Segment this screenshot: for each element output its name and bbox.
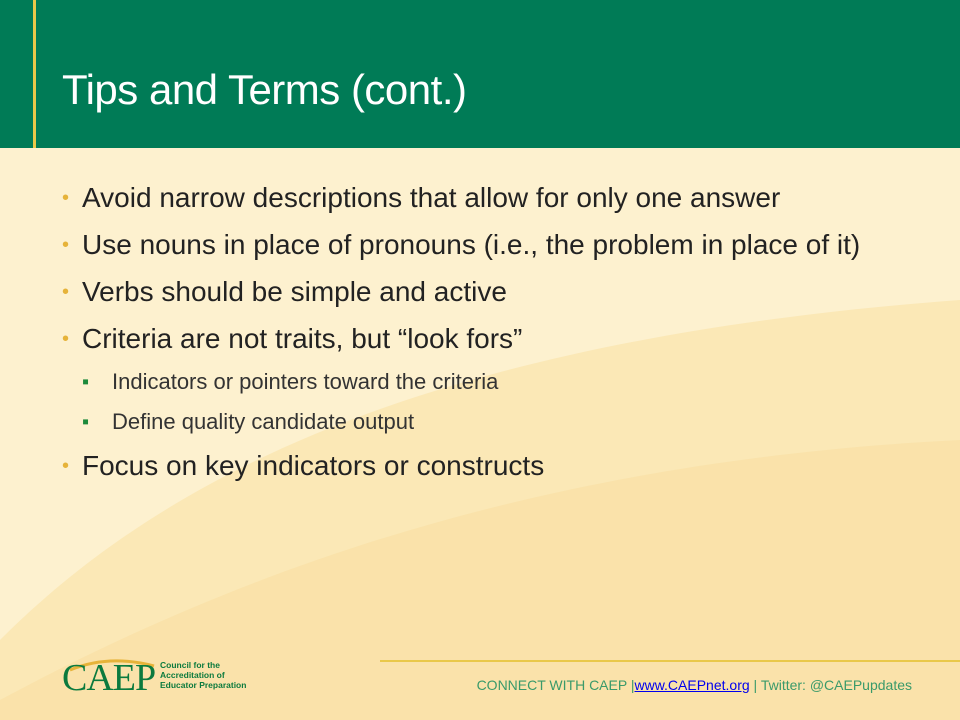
sub-bullet-item: ▪ Indicators or pointers toward the criteria [62, 368, 902, 396]
title-bar-accent-line [33, 0, 36, 148]
footer-website-link[interactable]: www.CAEPnet.org [634, 677, 750, 693]
footer-separator: | [753, 677, 758, 693]
sub-bullet-item: ▪ Define quality candidate output [62, 408, 902, 436]
footer [477, 677, 912, 693]
footer-separator: | [630, 677, 635, 693]
slide-title: Tips and Terms (cont.) [62, 66, 467, 113]
bullet-item: • Focus on key indicators or constructs [62, 448, 902, 484]
bullet-list [62, 180, 902, 495]
footer-connect-text: CONNECT WITH CAEP [476, 677, 627, 693]
logo-wordmark: CAEP [62, 657, 156, 699]
bullet-item: • Use nouns in place of pronouns (i.e., the problem in place of it) [62, 227, 902, 263]
logo-subtitle-line: Accreditation of [160, 670, 225, 680]
bullet-item: • Avoid narrow descriptions that allow for only one answer [62, 180, 902, 216]
logo-subtitle [160, 660, 246, 690]
logo-subtitle-line: Council for the [160, 660, 220, 670]
footer-divider [380, 660, 960, 662]
bullet-item: • Criteria are not traits, but “look fors” [62, 321, 902, 357]
logo-subtitle-line: Educator Preparation [160, 680, 247, 690]
footer-twitter-text: Twitter: @CAEPupdates [760, 677, 912, 693]
bullet-item: • Verbs should be simple and active [62, 274, 902, 310]
caep-logo [62, 658, 262, 698]
